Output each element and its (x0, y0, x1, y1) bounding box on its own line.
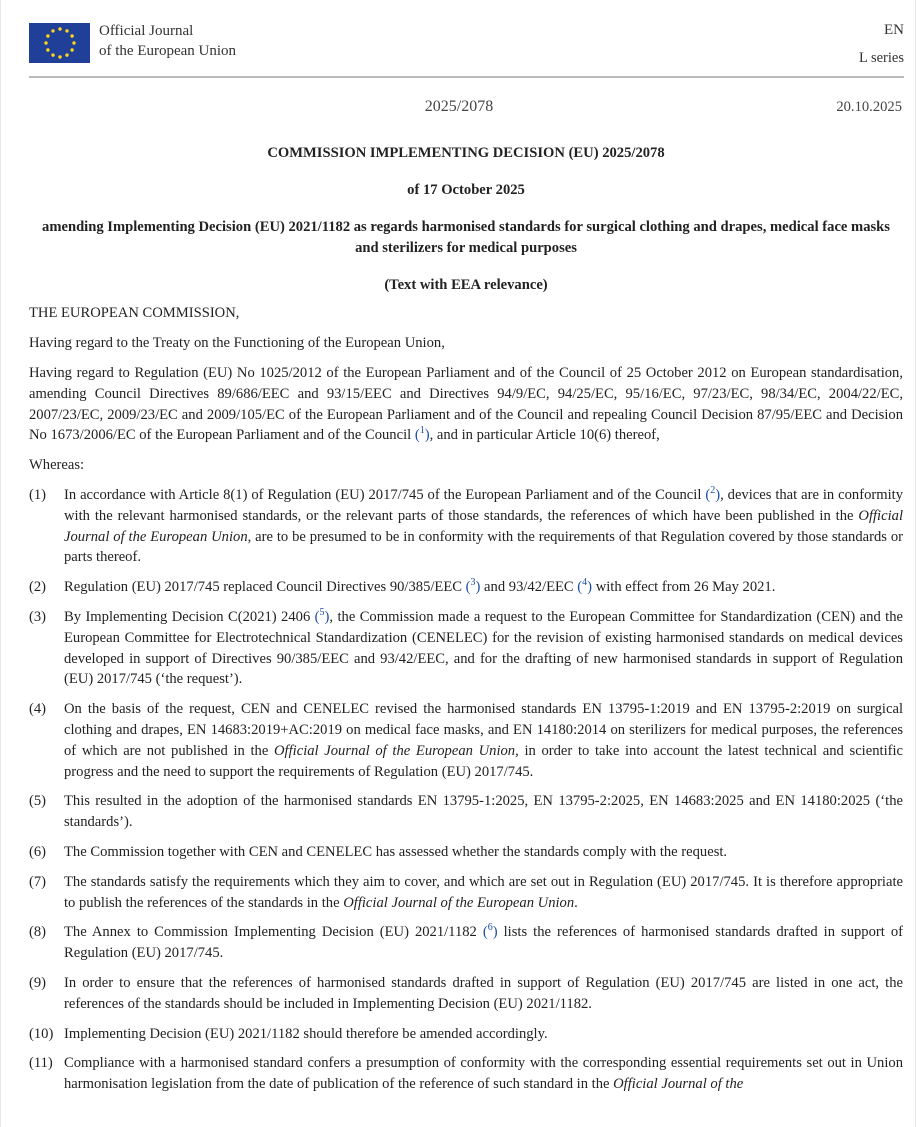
recital-number: (11) (29, 1055, 53, 1072)
recital-3 (29, 607, 903, 690)
regulation-text-end: , and in particular Article 10(6) thereof, (429, 427, 660, 444)
treaty-line: Having regard to the Treaty on the Functioning of the European Union, (29, 335, 445, 352)
recital-text-part: In accordance with Article 8(1) of Regulation (EU) 2017/745 of the European Parliament and of the Council (64, 486, 706, 503)
journal-header (29, 20, 904, 70)
footnote-link-2[interactable]: ($^2$) (705, 485, 721, 503)
recital-text (64, 485, 903, 568)
decision-date: of 17 October 2025 (407, 181, 525, 198)
journal-title-line1: Official Journal (99, 23, 194, 39)
footnote-link-6[interactable]: ($^6$) (482, 922, 498, 941)
recital-10 (29, 1024, 903, 1045)
journal-name-italic: Official Journal of the (613, 1076, 744, 1093)
document-body (29, 143, 903, 1104)
recital-6 (29, 842, 903, 863)
recital-text-part: The Annex to Commission Implementing Decision (EU) 2021/1182 (64, 924, 483, 941)
recital-number: (1) (29, 486, 47, 503)
journal-name-italic: Official Journal of the European Union (343, 894, 575, 911)
footnote-number: 5 (319, 607, 325, 619)
recital-text (64, 699, 903, 782)
recital-text (64, 872, 903, 914)
recital-text-part: , are to be presumed to be in conformity with the requirements of that Regulation covered by those standards or parts thereof. (64, 528, 903, 566)
recital-text-part: , devices that are in conformity with the relevant harmonised standards, or the relevant parts of those standards, the references of which have been published in the (64, 486, 903, 524)
eu-flag-icon (29, 23, 90, 63)
recital-text-part: Regulation (EU) 2017/745 replaced Council Directives 90/385/EEC (64, 579, 466, 596)
decision-subject: amending Implementing Decision (EU) 2021/1182 as regards harmonised standards for surgical clothing and drapes, medical face masks and sterilizers for medical purposes (42, 218, 890, 256)
footnote-link-1[interactable]: ($^1$) (414, 425, 430, 444)
header-divider (29, 76, 904, 78)
recital-text: This resulted in the adoption of the harmonised standards EN 13795-1:2025, EN 13795-2:2025, EN 14683:2025 and EN 14180:2025 (‘the standards’). (64, 793, 903, 831)
whereas-line: Whereas: (29, 457, 85, 474)
recital-2 (29, 577, 903, 598)
publication-date: 20.10.2025 (836, 99, 902, 115)
journal-title (99, 21, 236, 61)
recital-text (64, 607, 903, 690)
journal-title-line2: of the European Union (99, 43, 237, 59)
footnote-link-3[interactable]: ($^3$) (465, 577, 481, 596)
journal-name-italic: Official Journal of the European Union (64, 507, 903, 545)
recital-7 (29, 872, 903, 914)
recital-1 (29, 485, 903, 568)
recital-number: (10) (29, 1025, 54, 1042)
recital-9 (29, 973, 903, 1015)
footnote-number: 4 (582, 577, 588, 589)
recital-number: (2) (29, 579, 47, 596)
recital-8 (29, 922, 903, 964)
regulation-text: Having regard to Regulation (EU) No 1025/2012 of the European Parliament and of the Council of 25 October 2012 on European standardisation, amending Council Directives 89/686/EEC and 93/15/EEC and Directives 94/9/EC, 94/25/EC, 95/16/EC, 97/23/EC, 98/34/EC, 2004/22/EC, 2007/23/EC, 2009/23/EC and 2009/105/EC of the European Parliament and of the Council and repealing Council Decision 87/95/EEC and Decision No 1673/2006/EC of the European Parliament and of the Council (29, 364, 903, 444)
decision-title: COMMISSION IMPLEMENTING DECISION (EU) 2025/2078 (267, 145, 665, 161)
recital-text-part: , the Commission made a request to the European Committee for Standardization (CEN) and the European Committee for Electrotechnical Standardization (CENELEC) for the revision of existing harmonised standards on medical devices developed in support of Directives 90/385/EEC and 93/42/EEC, and for the drafting of new harmonised standards in support of Regulation (EU) 2017/745 (‘the request’). (64, 608, 903, 688)
recital-number: (4) (29, 701, 47, 718)
recital-text-part: The standards satisfy the requirements which they aim to cover, and which are set out in Regulation (EU) 2017/745. It is therefore appropriate to publish the references of the standards in the (64, 873, 903, 911)
regulation-paragraph (29, 363, 903, 446)
recital-text-part: Compliance with a harmonised standard confers a presumption of conformity with the corresponding essential requirements set out in Union harmonisation legislation from the date of publication of the reference of such standard in the (64, 1055, 903, 1093)
footnote-number: 2 (710, 485, 716, 497)
footnote-number: 3 (470, 577, 476, 589)
recital-text: The Commission together with CEN and CENELEC has assessed whether the standards comply with the request. (64, 843, 728, 860)
recital-text (64, 922, 903, 964)
recital-text-part: with effect from 26 May 2021. (592, 579, 776, 596)
recital-text (64, 577, 903, 598)
recital-text-part: On the basis of the request, CEN and CENELEC revised the harmonised standards EN 13795-1:2019 and EN 13795-2:2019 on surgical clothing and drapes, EN 14683:2019+AC:2019 on medical face masks, and EN 14180:2014 on sterilizers for medical purposes, the references of which are not published in the (64, 701, 903, 759)
commission-line: THE EUROPEAN COMMISSION, (29, 305, 240, 322)
language-code: EN (884, 22, 904, 38)
recital-text: In order to ensure that the references of harmonised standards drafted in support of Regulation (EU) 2017/745 are listed in one act, the references of the standards should be included in Implementing Decision (EU) 2021/1182. (64, 974, 903, 1012)
eu-stars-icon (40, 23, 80, 63)
recital-4 (29, 699, 903, 782)
recital-number: (7) (29, 873, 47, 890)
journal-name-italic: Official Journal of the European Union (274, 742, 516, 759)
journal-series: L series (859, 50, 904, 66)
eea-relevance: (Text with EEA relevance) (384, 276, 548, 293)
recital-number: (6) (29, 843, 47, 860)
document-number: 2025/2078 (424, 98, 494, 115)
recital-text-part: , in order to take into account the latest technical and scientific progress and the need to support the requirements of Regulation (EU) 2017/745. (64, 742, 904, 780)
footnote-number: 6 (487, 922, 493, 934)
recital-text-part: and 93/42/EEC (480, 579, 578, 596)
recital-text (64, 1053, 903, 1095)
recital-text-part: . (574, 894, 578, 911)
recital-11 (29, 1053, 903, 1095)
footnote-number: 1 (419, 425, 425, 437)
recital-number: (5) (29, 793, 47, 810)
recital-text: Implementing Decision (EU) 2021/1182 should therefore be amended accordingly. (64, 1025, 548, 1042)
recital-text-part: By Implementing Decision C(2021) 2406 (64, 608, 315, 625)
recital-number: (8) (29, 924, 47, 941)
recital-text-part: lists the references of harmonised standards drafted in support of Regulation (EU) 2017/745. (64, 924, 903, 962)
recital-number: (9) (29, 974, 47, 991)
footnote-link-4[interactable]: ($^4$) (577, 577, 593, 596)
recital-number: (3) (29, 608, 47, 625)
recital-5 (29, 791, 903, 833)
footnote-link-5[interactable]: ($^5$) (314, 607, 330, 625)
